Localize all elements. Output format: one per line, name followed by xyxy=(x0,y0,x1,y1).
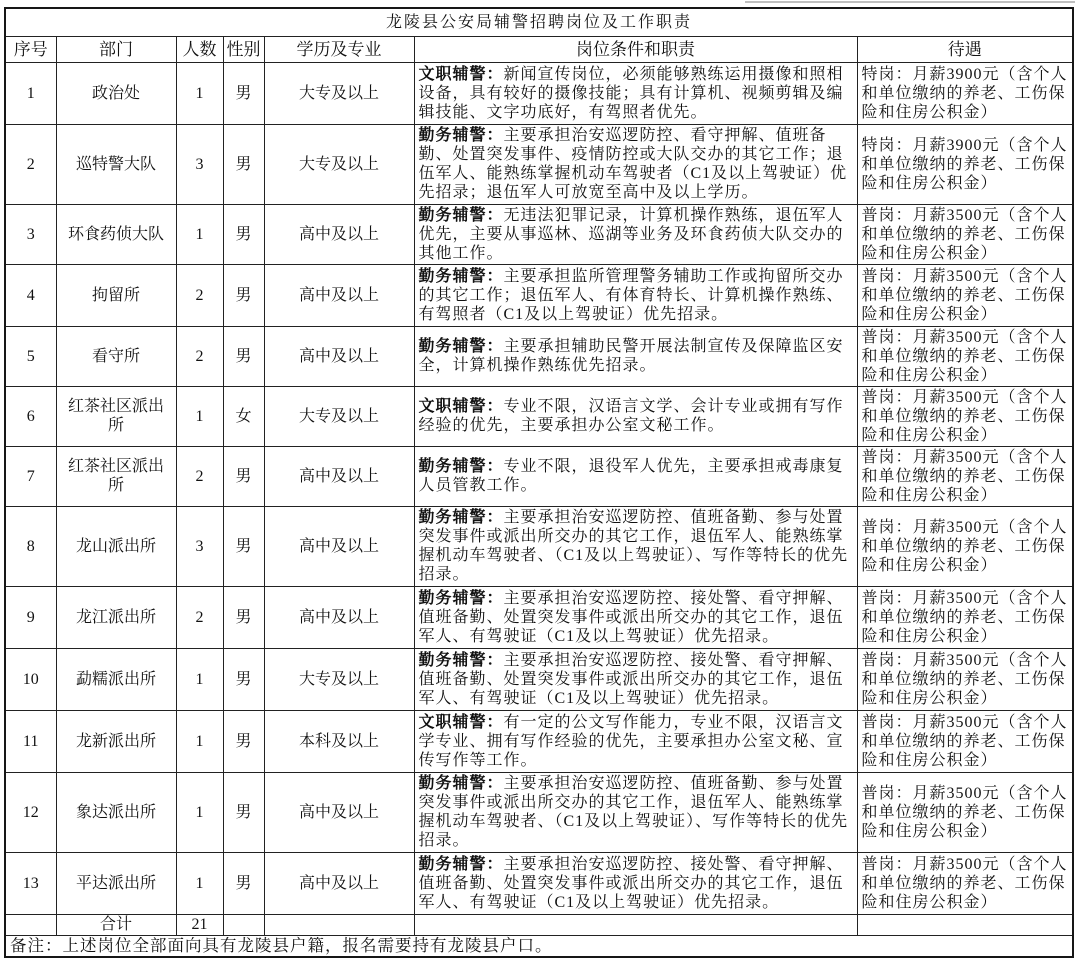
col-header-no: 序号 xyxy=(5,36,56,62)
cell-count: 1 xyxy=(176,648,223,710)
cell-dept: 红茶社区派出所 xyxy=(56,386,176,446)
cell-dept: 龙山派出所 xyxy=(56,506,176,586)
duty-type-label: 勤务辅警： xyxy=(418,775,504,792)
cell-education: 高中及以上 xyxy=(264,204,414,264)
cell-no: 5 xyxy=(5,326,56,386)
cell-count: 1 xyxy=(176,710,223,772)
cell-dept: 龙新派出所 xyxy=(56,710,176,772)
cell-dept: 环食药侦大队 xyxy=(56,204,176,264)
cell-pay: 普岗：月薪3500元（含个人和单位缴纳的养老、工伤保险和住房公积金） xyxy=(857,204,1073,264)
cell-gender: 男 xyxy=(223,446,264,506)
cell-gender: 男 xyxy=(223,648,264,710)
cell-duty xyxy=(414,506,857,586)
duty-text: 无违法犯罪记录，计算机操作熟练，退伍军人优先，主要从事巡林、巡湖等业务及环食药侦大队交办的其他工作。 xyxy=(418,206,844,262)
cell-pay: 普岗：月薪3500元（含个人和单位缴纳的养老、工伤保险和住房公积金） xyxy=(857,586,1073,648)
cell-education: 高中及以上 xyxy=(264,852,414,914)
duty-text: 主要承担治安巡逻防控、接处警、看守押解、值班备勤、处置突发事件或派出所交办的其它工作，退伍军人、有驾驶证（C1及以上驾驶证）优先招录。 xyxy=(418,589,844,645)
cell-count: 1 xyxy=(176,62,223,124)
duty-type-label: 勤务辅警： xyxy=(418,651,504,669)
total-row xyxy=(5,914,1073,935)
cell-gender: 男 xyxy=(223,62,264,124)
cell-education: 本科及以上 xyxy=(264,710,414,772)
note-row xyxy=(5,935,1073,957)
scan-artifact-line xyxy=(745,1,1075,3)
cell-count: 1 xyxy=(176,386,223,446)
table-row xyxy=(5,710,1073,772)
duty-type-label: 文职辅警： xyxy=(418,65,504,83)
cell-gender: 男 xyxy=(223,772,264,852)
col-header-dept: 部门 xyxy=(56,36,176,62)
col-header-pay: 待遇 xyxy=(857,36,1073,62)
cell-education: 大专及以上 xyxy=(264,386,414,446)
cell-no: 1 xyxy=(5,62,56,124)
duty-text: 新闻宣传岗位，必须能够熟练运用摄像和照相设备，具有较好的摄像技能；具有计算机、视频剪辑及编辑技能、文字功底好，有驾照者优先。 xyxy=(418,65,844,121)
cell-education-empty xyxy=(264,914,414,935)
duty-text: 主要承担治安巡逻防控、接处警、看守押解、值班备勤、处置突发事件或派出所交办的其它工作，退伍军人、有驾驶证（C1及以上驾驶证）优先招录。 xyxy=(418,651,844,707)
cell-duty xyxy=(414,124,857,204)
table-row xyxy=(5,648,1073,710)
note-text: 备注：上述岗位全部面向具有龙陵县户籍，报名需要持有龙陵县户口。 xyxy=(5,935,1073,957)
cell-dept: 巡特警大队 xyxy=(56,124,176,204)
cell-education: 大专及以上 xyxy=(264,62,414,124)
cell-no-empty xyxy=(5,914,56,935)
cell-pay: 普岗：月薪3500元（含个人和单位缴纳的养老、工伤保险和住房公积金） xyxy=(857,648,1073,710)
cell-count: 1 xyxy=(176,772,223,852)
cell-duty xyxy=(414,772,857,852)
cell-education: 高中及以上 xyxy=(264,264,414,326)
duty-text: 主要承担辅助民警开展法制宣传及保障监区安全，计算机操作熟练优先招录。 xyxy=(418,338,844,374)
cell-duty xyxy=(414,852,857,914)
cell-dept: 平达派出所 xyxy=(56,852,176,914)
cell-pay: 普岗：月薪3500元（含个人和单位缴纳的养老、工伤保险和住房公积金） xyxy=(857,446,1073,506)
cell-education: 高中及以上 xyxy=(264,446,414,506)
cell-pay: 普岗：月薪3500元（含个人和单位缴纳的养老、工伤保险和住房公积金） xyxy=(857,772,1073,852)
cell-duty-empty xyxy=(414,914,857,935)
cell-count: 1 xyxy=(176,852,223,914)
duty-text: 主要承担治安巡逻防控、值班备勤、参与处置突发事件或派出所交办的其它工作，退伍军人、能熟练掌握机动车驾驶者、（C1及以上驾驶证）、写作等特长的优先招录。 xyxy=(418,775,849,849)
cell-dept: 勐糯派出所 xyxy=(56,648,176,710)
cell-duty xyxy=(414,710,857,772)
duty-text: 专业不限，汉语言文学、会计专业或拥有写作经验的优先，主要承担办公室文秘工作。 xyxy=(418,398,844,434)
cell-pay: 普岗：月薪3500元（含个人和单位缴纳的养老、工伤保险和住房公积金） xyxy=(857,264,1073,326)
cell-dept: 象达派出所 xyxy=(56,772,176,852)
cell-count: 2 xyxy=(176,446,223,506)
cell-count: 2 xyxy=(176,586,223,648)
cell-gender: 男 xyxy=(223,506,264,586)
recruitment-table xyxy=(4,7,1074,958)
table-row xyxy=(5,852,1073,914)
duty-type-label: 勤务辅警： xyxy=(418,855,504,873)
duty-text: 主要承担监所管理警务辅助工作或拘留所交办的其它工作；退伍军人、有体育特长、计算机操作熟练、有驾照者（C1及以上驾驶证）优先招录。 xyxy=(418,267,844,323)
cell-no: 12 xyxy=(5,772,56,852)
cell-dept: 龙江派出所 xyxy=(56,586,176,648)
cell-count: 1 xyxy=(176,204,223,264)
cell-no: 8 xyxy=(5,506,56,586)
table-row xyxy=(5,326,1073,386)
cell-gender: 男 xyxy=(223,586,264,648)
cell-pay: 特岗：月薪3900元（含个人和单位缴纳的养老、工伤保险和住房公积金） xyxy=(857,62,1073,124)
cell-no: 6 xyxy=(5,386,56,446)
cell-no: 4 xyxy=(5,264,56,326)
cell-count: 3 xyxy=(176,506,223,586)
duty-type-label: 文职辅警： xyxy=(418,713,504,731)
table-row xyxy=(5,446,1073,506)
cell-gender: 男 xyxy=(223,852,264,914)
cell-no: 7 xyxy=(5,446,56,506)
col-header-duty: 岗位条件和职责 xyxy=(414,36,857,62)
total-label: 合计 xyxy=(56,914,176,935)
table-row xyxy=(5,124,1073,204)
table-row xyxy=(5,506,1073,586)
duty-type-label: 勤务辅警： xyxy=(418,206,504,224)
cell-pay: 特岗：月薪3900元（含个人和单位缴纳的养老、工伤保险和住房公积金） xyxy=(857,124,1073,204)
cell-duty xyxy=(414,62,857,124)
duty-type-label: 文职辅警： xyxy=(418,398,504,415)
total-count: 21 xyxy=(176,914,223,935)
cell-duty xyxy=(414,204,857,264)
duty-text: 专业不限，退役军人优先，主要承担戒毒康复人员管教工作。 xyxy=(418,458,844,494)
cell-pay: 普岗：月薪3500元（含个人和单位缴纳的养老、工伤保险和住房公积金） xyxy=(857,506,1073,586)
header-row xyxy=(5,36,1073,62)
cell-education: 大专及以上 xyxy=(264,124,414,204)
cell-gender: 男 xyxy=(223,204,264,264)
duty-text: 主要承担治安巡逻防控、看守押解、值班备勤、处置突发事件、疫情防控或大队交办的其它工作；退伍军人、能熟练掌握机动车驾驶者（C1及以上驾驶证）优先招录；退伍军人可放宽至高中及以上学历。 xyxy=(418,127,848,201)
table-row xyxy=(5,204,1073,264)
cell-no: 11 xyxy=(5,710,56,772)
cell-no: 13 xyxy=(5,852,56,914)
cell-no: 9 xyxy=(5,586,56,648)
cell-education: 高中及以上 xyxy=(264,586,414,648)
col-header-count: 人数 xyxy=(176,36,223,62)
table-row xyxy=(5,586,1073,648)
cell-dept: 看守所 xyxy=(56,326,176,386)
cell-no: 10 xyxy=(5,648,56,710)
cell-education: 大专及以上 xyxy=(264,648,414,710)
cell-pay: 普岗：月薪3500元（含个人和单位缴纳的养老、工伤保险和住房公积金） xyxy=(857,852,1073,914)
cell-pay: 普岗：月薪3500元（含个人和单位缴纳的养老、工伤保险和住房公积金） xyxy=(857,710,1073,772)
cell-gender: 男 xyxy=(223,710,264,772)
cell-no: 2 xyxy=(5,124,56,204)
col-header-education: 学历及专业 xyxy=(264,36,414,62)
table-row xyxy=(5,386,1073,446)
table-row xyxy=(5,62,1073,124)
cell-duty xyxy=(414,648,857,710)
page-title: 龙陵县公安局辅警招聘岗位及工作职责 xyxy=(5,8,1073,36)
cell-duty xyxy=(414,264,857,326)
duty-text: 主要承担治安巡逻防控、接处警、看守押解、值班备勤、处置突发事件或派出所交办的其它工作，退伍军人、有驾驶证（C1及以上驾驶证）优先招录。 xyxy=(418,855,844,911)
duty-text: 有一定的公文写作能力，专业不限，汉语言文学专业、拥有写作经验的优先，主要承担办公室文秘、宣传写作等工作。 xyxy=(418,713,844,769)
cell-count: 2 xyxy=(176,264,223,326)
duty-type-label: 勤务辅警： xyxy=(418,338,504,355)
cell-pay: 普岗：月薪3500元（含个人和单位缴纳的养老、工伤保险和住房公积金） xyxy=(857,326,1073,386)
cell-education: 高中及以上 xyxy=(264,326,414,386)
cell-education: 高中及以上 xyxy=(264,772,414,852)
cell-education: 高中及以上 xyxy=(264,506,414,586)
duty-type-label: 勤务辅警： xyxy=(418,589,504,607)
cell-duty xyxy=(414,386,857,446)
table-row xyxy=(5,264,1073,326)
duty-type-label: 勤务辅警： xyxy=(418,127,504,144)
cell-gender: 男 xyxy=(223,124,264,204)
cell-gender-empty xyxy=(223,914,264,935)
cell-duty xyxy=(414,586,857,648)
cell-duty xyxy=(414,326,857,386)
duty-type-label: 勤务辅警： xyxy=(418,267,504,285)
col-header-gender: 性别 xyxy=(223,36,264,62)
duty-type-label: 勤务辅警： xyxy=(418,509,504,526)
duty-type-label: 勤务辅警： xyxy=(418,458,504,475)
table-row xyxy=(5,772,1073,852)
cell-count: 2 xyxy=(176,326,223,386)
cell-pay: 普岗：月薪3500元（含个人和单位缴纳的养老、工伤保险和住房公积金） xyxy=(857,386,1073,446)
cell-duty xyxy=(414,446,857,506)
cell-no: 3 xyxy=(5,204,56,264)
cell-gender: 男 xyxy=(223,264,264,326)
duty-text: 主要承担治安巡逻防控、值班备勤、参与处置突发事件或派出所交办的其它工作，退伍军人、能熟练掌握机动车驾驶者、（C1及以上驾驶证）、写作等特长的优先招录。 xyxy=(418,509,849,583)
title-row xyxy=(5,8,1073,36)
cell-dept: 政治处 xyxy=(56,62,176,124)
cell-gender: 女 xyxy=(223,386,264,446)
cell-pay-empty xyxy=(857,914,1073,935)
cell-dept: 红茶社区派出所 xyxy=(56,446,176,506)
cell-count: 3 xyxy=(176,124,223,204)
cell-gender: 男 xyxy=(223,326,264,386)
cell-dept: 拘留所 xyxy=(56,264,176,326)
